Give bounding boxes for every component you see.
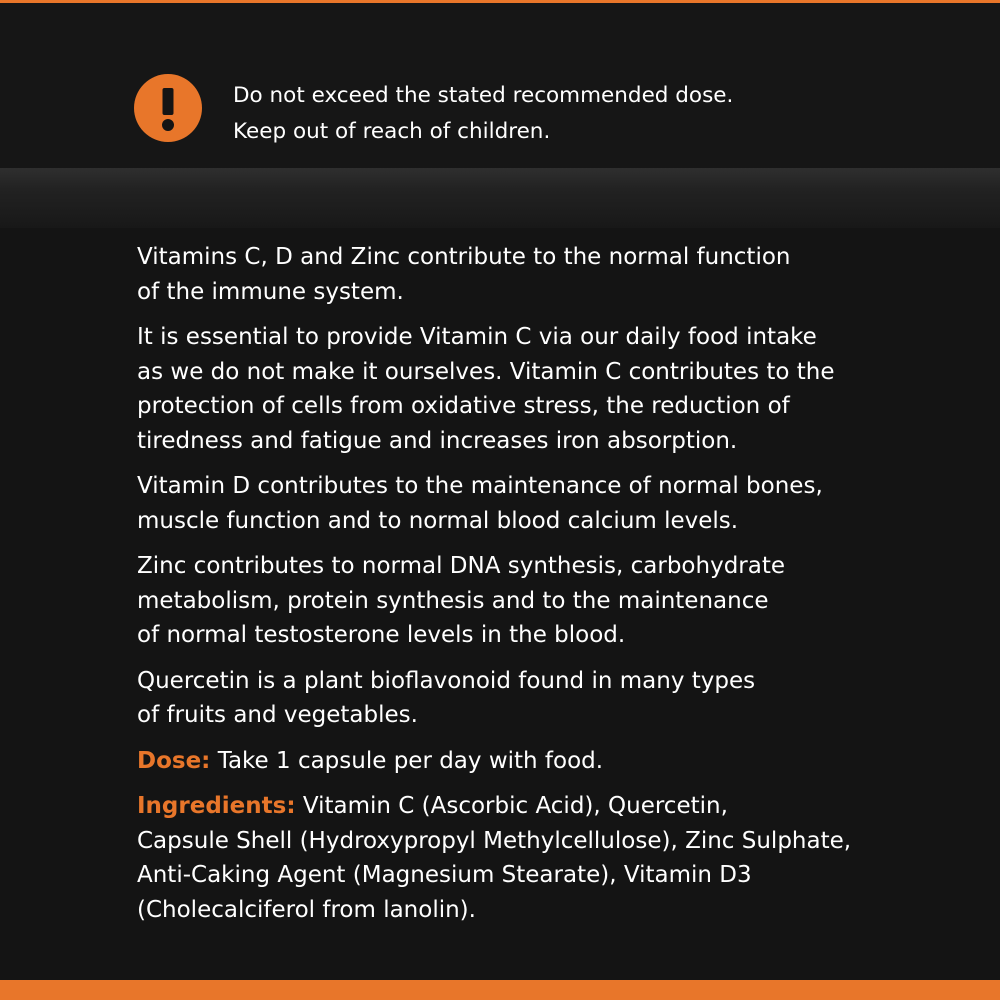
dose-text: Take 1 capsule per day with food. xyxy=(210,747,604,774)
paragraph-quercetin xyxy=(137,664,937,733)
text-line: Anti-Caking Agent (Magnesium Stearate), Vitamin D3 xyxy=(137,862,752,888)
text-line: of the immune system. xyxy=(137,278,404,305)
text-line: metabolism, protein synthesis and to the maintenance xyxy=(137,587,769,614)
text-line: Vitamins C, D and Zinc contribute to the normal function xyxy=(137,244,791,270)
text-line: of normal testosterone levels in the blood. xyxy=(137,622,626,648)
ingredients-label: Ingredients: xyxy=(137,793,296,819)
bottom-accent-bar xyxy=(0,980,1000,1000)
paragraph-vitamin-c xyxy=(137,320,937,458)
ingredients-text: Vitamin C (Ascorbic Acid), Quercetin, xyxy=(295,793,728,819)
text-line: tiredness and fatigue and increases iron absorption. xyxy=(137,427,738,454)
warning-line: Do not exceed the stated recommended dose. xyxy=(233,83,734,108)
ingredients-section xyxy=(137,789,937,927)
paragraph-vitamin-d xyxy=(137,469,937,538)
text-line: as we do not make it ourselves. Vitamin C contributes to the xyxy=(137,358,835,385)
section-divider-gradient xyxy=(0,168,1000,228)
text-line: It is essential to provide Vitamin C via our daily food intake xyxy=(137,324,817,350)
dose-label: Dose: xyxy=(137,747,211,774)
ingredients-first-line xyxy=(137,789,937,824)
text-line: Capsule Shell (Hydroxypropyl Methylcellulose), Zinc Sulphate, xyxy=(137,827,852,854)
dose-line xyxy=(137,744,937,779)
dose-section xyxy=(137,744,937,779)
exclamation-icon xyxy=(134,74,202,142)
warning-text xyxy=(233,78,953,150)
description-body xyxy=(137,240,937,938)
warning-line: Keep out of reach of children. xyxy=(233,119,551,144)
text-line: Vitamin D contributes to the maintenance of normal bones, xyxy=(137,473,823,499)
text-line: (Cholecalciferol from lanolin). xyxy=(137,896,476,923)
paragraph-zinc xyxy=(137,549,937,653)
text-line: muscle function and to normal blood calcium levels. xyxy=(137,507,739,534)
text-line: Zinc contributes to normal DNA synthesis, carbohydrate xyxy=(137,553,786,579)
paragraph-immune xyxy=(137,240,937,309)
text-line: protection of cells from oxidative stress, the reduction of xyxy=(137,393,790,419)
text-line: Quercetin is a plant bioflavonoid found in many types xyxy=(137,667,756,694)
text-line: of fruits and vegetables. xyxy=(137,702,418,728)
